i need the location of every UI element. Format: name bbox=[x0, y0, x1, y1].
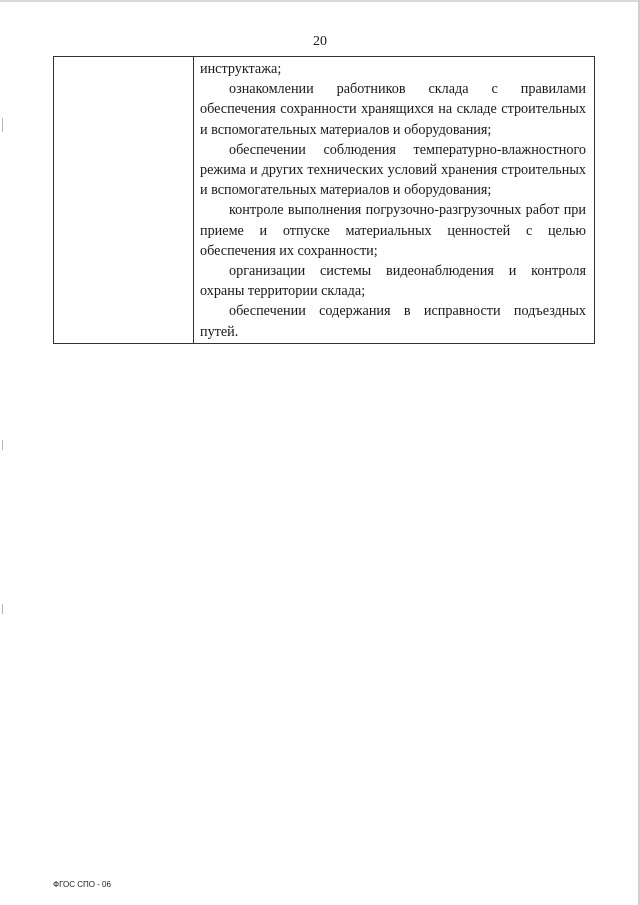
paragraph-video-surveillance: организации системы видеонаблюдения и контроля охраны территории склада; bbox=[200, 263, 586, 300]
paragraph-continuation: инструктажа; bbox=[200, 61, 282, 77]
footer-label: ФГОС СПО - 06 bbox=[53, 880, 111, 889]
content-table bbox=[53, 56, 595, 344]
scan-mark bbox=[2, 118, 3, 132]
table-row bbox=[54, 57, 595, 344]
scan-edge-top bbox=[0, 0, 640, 2]
paragraph-loading-control: контроле выполнения погрузочно-разгрузочных работ при приеме и отпуске материальных ценностей с целью обеспечения их сохранности; bbox=[200, 202, 586, 259]
page-number: 20 bbox=[313, 34, 327, 49]
scan-mark bbox=[2, 440, 3, 450]
paragraph-storage-rules: ознакомлении работников склада с правилами обеспечения сохранности хранящихся на складе строительных и вспомогательных материалов и оборудования; bbox=[200, 81, 586, 138]
paragraph-climate-conditions: обеспечении соблюдения температурно-влажностного режима и других технических условий хранения строительных и вспомогательных материалов и оборудования; bbox=[200, 141, 586, 199]
paragraph-access-roads: обеспечении содержания в исправности подъездных путей. bbox=[200, 303, 586, 340]
scan-mark bbox=[2, 604, 3, 614]
table-cell-right bbox=[194, 57, 595, 344]
table-cell-left bbox=[54, 57, 194, 344]
